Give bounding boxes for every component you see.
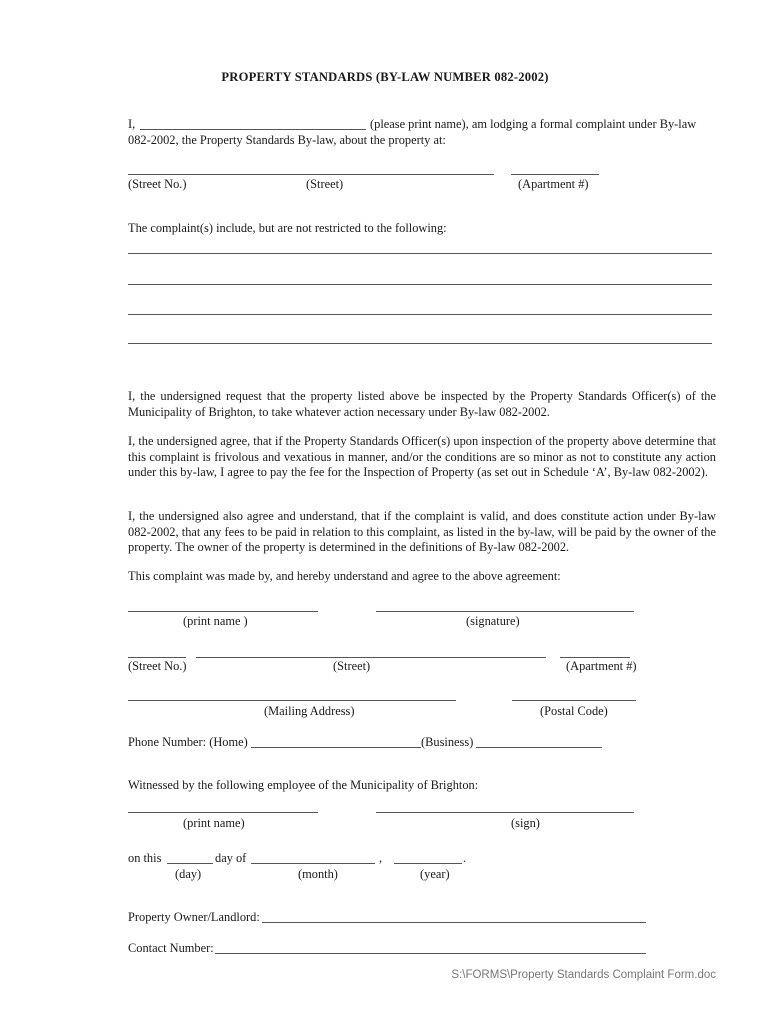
month-field-line[interactable] xyxy=(251,863,375,864)
complainant-signature-label: (signature) xyxy=(466,614,520,628)
mailing-address-label: (Mailing Address) xyxy=(264,704,355,718)
complainant-apartment-line[interactable] xyxy=(560,657,630,658)
date-period: . xyxy=(463,851,467,865)
print-name-field-line[interactable] xyxy=(140,129,366,130)
property-street-line[interactable] xyxy=(128,174,494,175)
property-apartment-label: (Apartment #) xyxy=(518,177,589,191)
complainant-street-label: (Street) xyxy=(333,659,371,673)
witness-sign-line[interactable] xyxy=(376,812,634,813)
owner-label: Property Owner/Landlord: xyxy=(128,910,260,924)
contact-number-line[interactable] xyxy=(215,953,646,954)
intro-start: I, xyxy=(128,117,136,131)
paragraph-owner-fees: I, the undersigned also agree and understand, that if the complaint is valid, and does constitute action under By-law 082-2002, that any fees to be paid in relation to this complaint, as listed in the by-law, will be paid by the owner of the property. The owner of the property is determined in the definitions of By-law 082-2002. xyxy=(128,509,716,554)
year-label: (year) xyxy=(420,867,450,881)
complainant-street-no-line[interactable] xyxy=(128,657,186,658)
phone-home-label: Phone Number: (Home) xyxy=(128,735,248,749)
complainant-print-name-line[interactable] xyxy=(128,611,318,612)
postal-code-label: (Postal Code) xyxy=(540,704,608,718)
day-of-label: day of xyxy=(215,851,247,865)
footer-file-path: S:\FORMS\Property Standards Complaint Form.doc xyxy=(451,969,716,981)
owner-field-line[interactable] xyxy=(262,922,646,923)
witness-sign-label: (sign) xyxy=(511,816,540,830)
mailing-address-line[interactable] xyxy=(128,700,456,701)
complainant-street-no-label: (Street No.) xyxy=(128,659,187,673)
day-label: (day) xyxy=(175,867,202,881)
phone-business-label: (Business) xyxy=(421,735,474,749)
postal-code-line[interactable] xyxy=(512,700,636,701)
property-street-label: (Street) xyxy=(306,177,344,191)
intro-line-2: 082-2002, the Property Standards By-law, about the property at: xyxy=(128,133,446,147)
month-label: (month) xyxy=(298,867,338,881)
day-field-line[interactable] xyxy=(167,863,213,864)
witness-print-name-label: (print name) xyxy=(183,816,245,830)
on-this-label: on this xyxy=(128,851,162,865)
complainant-print-name-label: (print name ) xyxy=(183,614,248,628)
phone-home-line[interactable] xyxy=(251,747,421,748)
agreement-statement: This complaint was made by, and hereby understand and agree to the above agreement: xyxy=(128,569,561,583)
property-apartment-line[interactable] xyxy=(511,174,599,175)
complaints-label: The complaint(s) include, but are not restricted to the following: xyxy=(128,221,447,235)
paragraph-inspection-request: I, the undersigned request that the property listed above be inspected by the Property Standards Officer(s) of the Municipality of Brighton, to take whatever action necessary under By-law 082-2002. xyxy=(128,389,716,419)
complainant-street-line[interactable] xyxy=(196,657,546,658)
contact-number-label: Contact Number: xyxy=(128,941,214,955)
complaint-line-2[interactable] xyxy=(128,284,712,285)
complainant-apartment-label: (Apartment #) xyxy=(566,659,637,673)
date-comma: , xyxy=(379,851,383,865)
form-title: PROPERTY STANDARDS (BY-LAW NUMBER 082-2002) xyxy=(221,70,549,84)
phone-business-line[interactable] xyxy=(476,747,602,748)
complaint-line-3[interactable] xyxy=(128,314,712,315)
complainant-signature-line[interactable] xyxy=(376,611,634,612)
paragraph-fee-agreement: I, the undersigned agree, that if the Property Standards Officer(s) upon inspection of the property above determine that this complaint is frivolous and vexatious in manner, and/or the conditions are so minor as not to constitute any action under this by-law, I agree to pay the fee for the Inspection of Property (as set out in Schedule ‘A’, By-law 082-2002). xyxy=(128,434,716,479)
witness-label: Witnessed by the following employee of the Municipality of Brighton: xyxy=(128,778,479,792)
property-street-no-label: (Street No.) xyxy=(128,177,187,191)
year-field-line[interactable] xyxy=(394,863,462,864)
witness-print-name-line[interactable] xyxy=(128,812,318,813)
intro-print-name-note: (please print name), am lodging a formal complaint under By-law xyxy=(370,117,697,131)
complaint-line-4[interactable] xyxy=(128,343,712,344)
complaint-line-1[interactable] xyxy=(128,253,712,254)
